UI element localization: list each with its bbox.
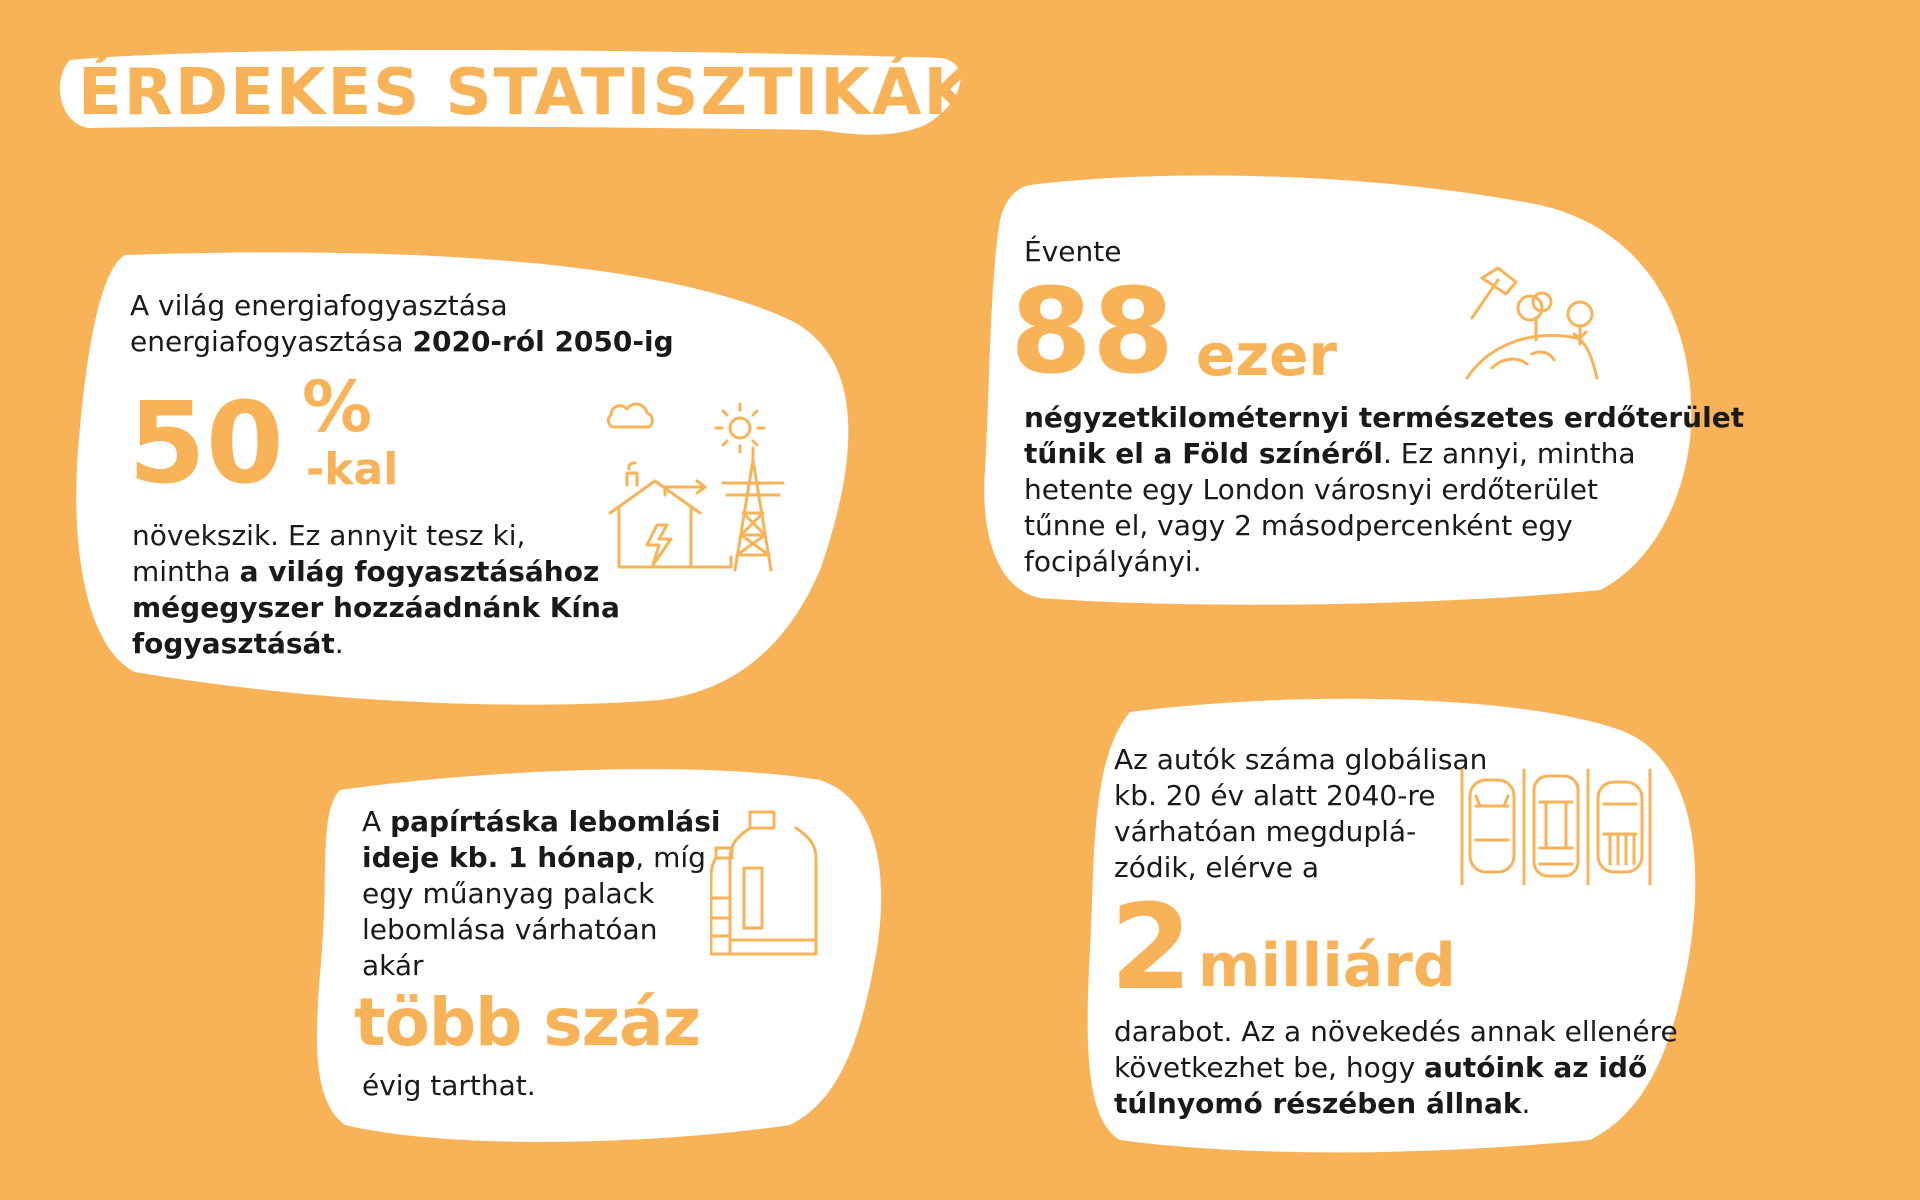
deforestation-icon xyxy=(1462,258,1607,393)
energy-body-line2-text: mintha xyxy=(132,555,240,588)
cars-body-line2 xyxy=(1114,1050,1678,1086)
forest-line1 xyxy=(1024,400,1744,436)
forest-unit: ezer xyxy=(1196,321,1338,389)
energy-intro-line2 xyxy=(130,324,674,360)
parked-cars-icon xyxy=(1460,768,1652,886)
forest-line2-suffix: . Ez annyi, mintha xyxy=(1382,437,1636,470)
paper-end: évig tarthat. xyxy=(362,1069,536,1102)
forest-line2-bold: tűnik el a Föld színéről xyxy=(1024,437,1383,470)
cars-line1: Az autók száma globálisan xyxy=(1114,743,1488,776)
energy-big-number: 50 xyxy=(128,379,284,509)
forest-body xyxy=(1024,400,1744,580)
cars-line3: várhatóan megduplá- xyxy=(1114,815,1417,848)
cars-intro xyxy=(1114,742,1487,886)
forest-big-number: 88 xyxy=(1010,262,1175,400)
energy-body-line4 xyxy=(132,626,620,662)
power-plant-icon xyxy=(605,395,805,580)
cars-body-line3-bold: túlnyomó részében állnak xyxy=(1114,1087,1522,1120)
forest-line4: tűnne el, vagy 2 másodpercenként egy xyxy=(1024,509,1573,542)
cars-body-line2-bold: autóink az idő xyxy=(1424,1051,1648,1084)
paper-line4: lebomlása várhatóan xyxy=(362,913,658,946)
forest-intro: Évente xyxy=(1024,235,1122,268)
paper-line3: egy műanyag palack xyxy=(362,877,655,910)
cars-body-line1: darabot. Az a növekedés annak ellenére xyxy=(1114,1015,1678,1048)
cars-line2: kb. 20 év alatt 2040-re xyxy=(1114,779,1436,812)
energy-period: 2020-ról 2050-ig xyxy=(412,325,674,358)
forest-line5: focipályányi. xyxy=(1024,545,1202,578)
energy-body-line2 xyxy=(132,554,620,590)
forest-line1-bold: négyzetkilométernyi természetes erdőterület xyxy=(1024,401,1745,434)
bottles-icon xyxy=(710,808,832,960)
energy-intro xyxy=(130,288,674,360)
paper-line5: akár xyxy=(362,949,424,982)
paper-line1-prefix: A xyxy=(362,805,391,838)
paper-line1-bold: papírtáska lebomlási xyxy=(390,805,721,838)
forest-line2 xyxy=(1024,436,1744,472)
cars-body xyxy=(1114,1014,1678,1122)
paper-line1 xyxy=(362,804,720,840)
cars-unit: milliárd xyxy=(1198,931,1456,1001)
energy-intro-line1: A világ energiafogyasztása xyxy=(130,289,508,322)
paper-big-text: több száz xyxy=(354,984,701,1061)
paper-line2-suffix: , míg xyxy=(635,841,706,874)
cars-big-number: 2 xyxy=(1110,878,1193,1016)
energy-body-line1: növekszik. Ez annyit tesz ki, xyxy=(132,519,526,552)
cars-body-line2-text: következhet be, hogy xyxy=(1114,1051,1425,1084)
energy-body-line2-bold: a világ fogyasztásához xyxy=(239,555,600,588)
energy-body-line3-bold: mégegyszer hozzáadnánk Kína xyxy=(132,591,620,624)
energy-body-line4-suffix: . xyxy=(334,627,344,660)
energy-body-line4-bold: fogyasztását xyxy=(132,627,335,660)
energy-body-line3 xyxy=(132,590,620,626)
energy-suffix: -kal xyxy=(306,444,399,495)
cars-body-line3-suffix: . xyxy=(1521,1087,1531,1120)
paper-line2 xyxy=(362,840,720,876)
paper-body xyxy=(362,804,720,984)
energy-intro-line2-text: energiafogyasztása xyxy=(130,325,413,358)
forest-line3: hetente egy London városnyi erdőterület xyxy=(1024,473,1598,506)
cars-body-line3 xyxy=(1114,1086,1678,1122)
energy-percent-sign: % xyxy=(302,366,373,448)
cars-line4: zódik, elérve a xyxy=(1114,851,1319,884)
paper-line2-bold: ideje kb. 1 hónap xyxy=(362,841,636,874)
page-title: ÉRDEKES STATISZTIKÁK xyxy=(78,56,976,130)
energy-body xyxy=(132,518,620,662)
